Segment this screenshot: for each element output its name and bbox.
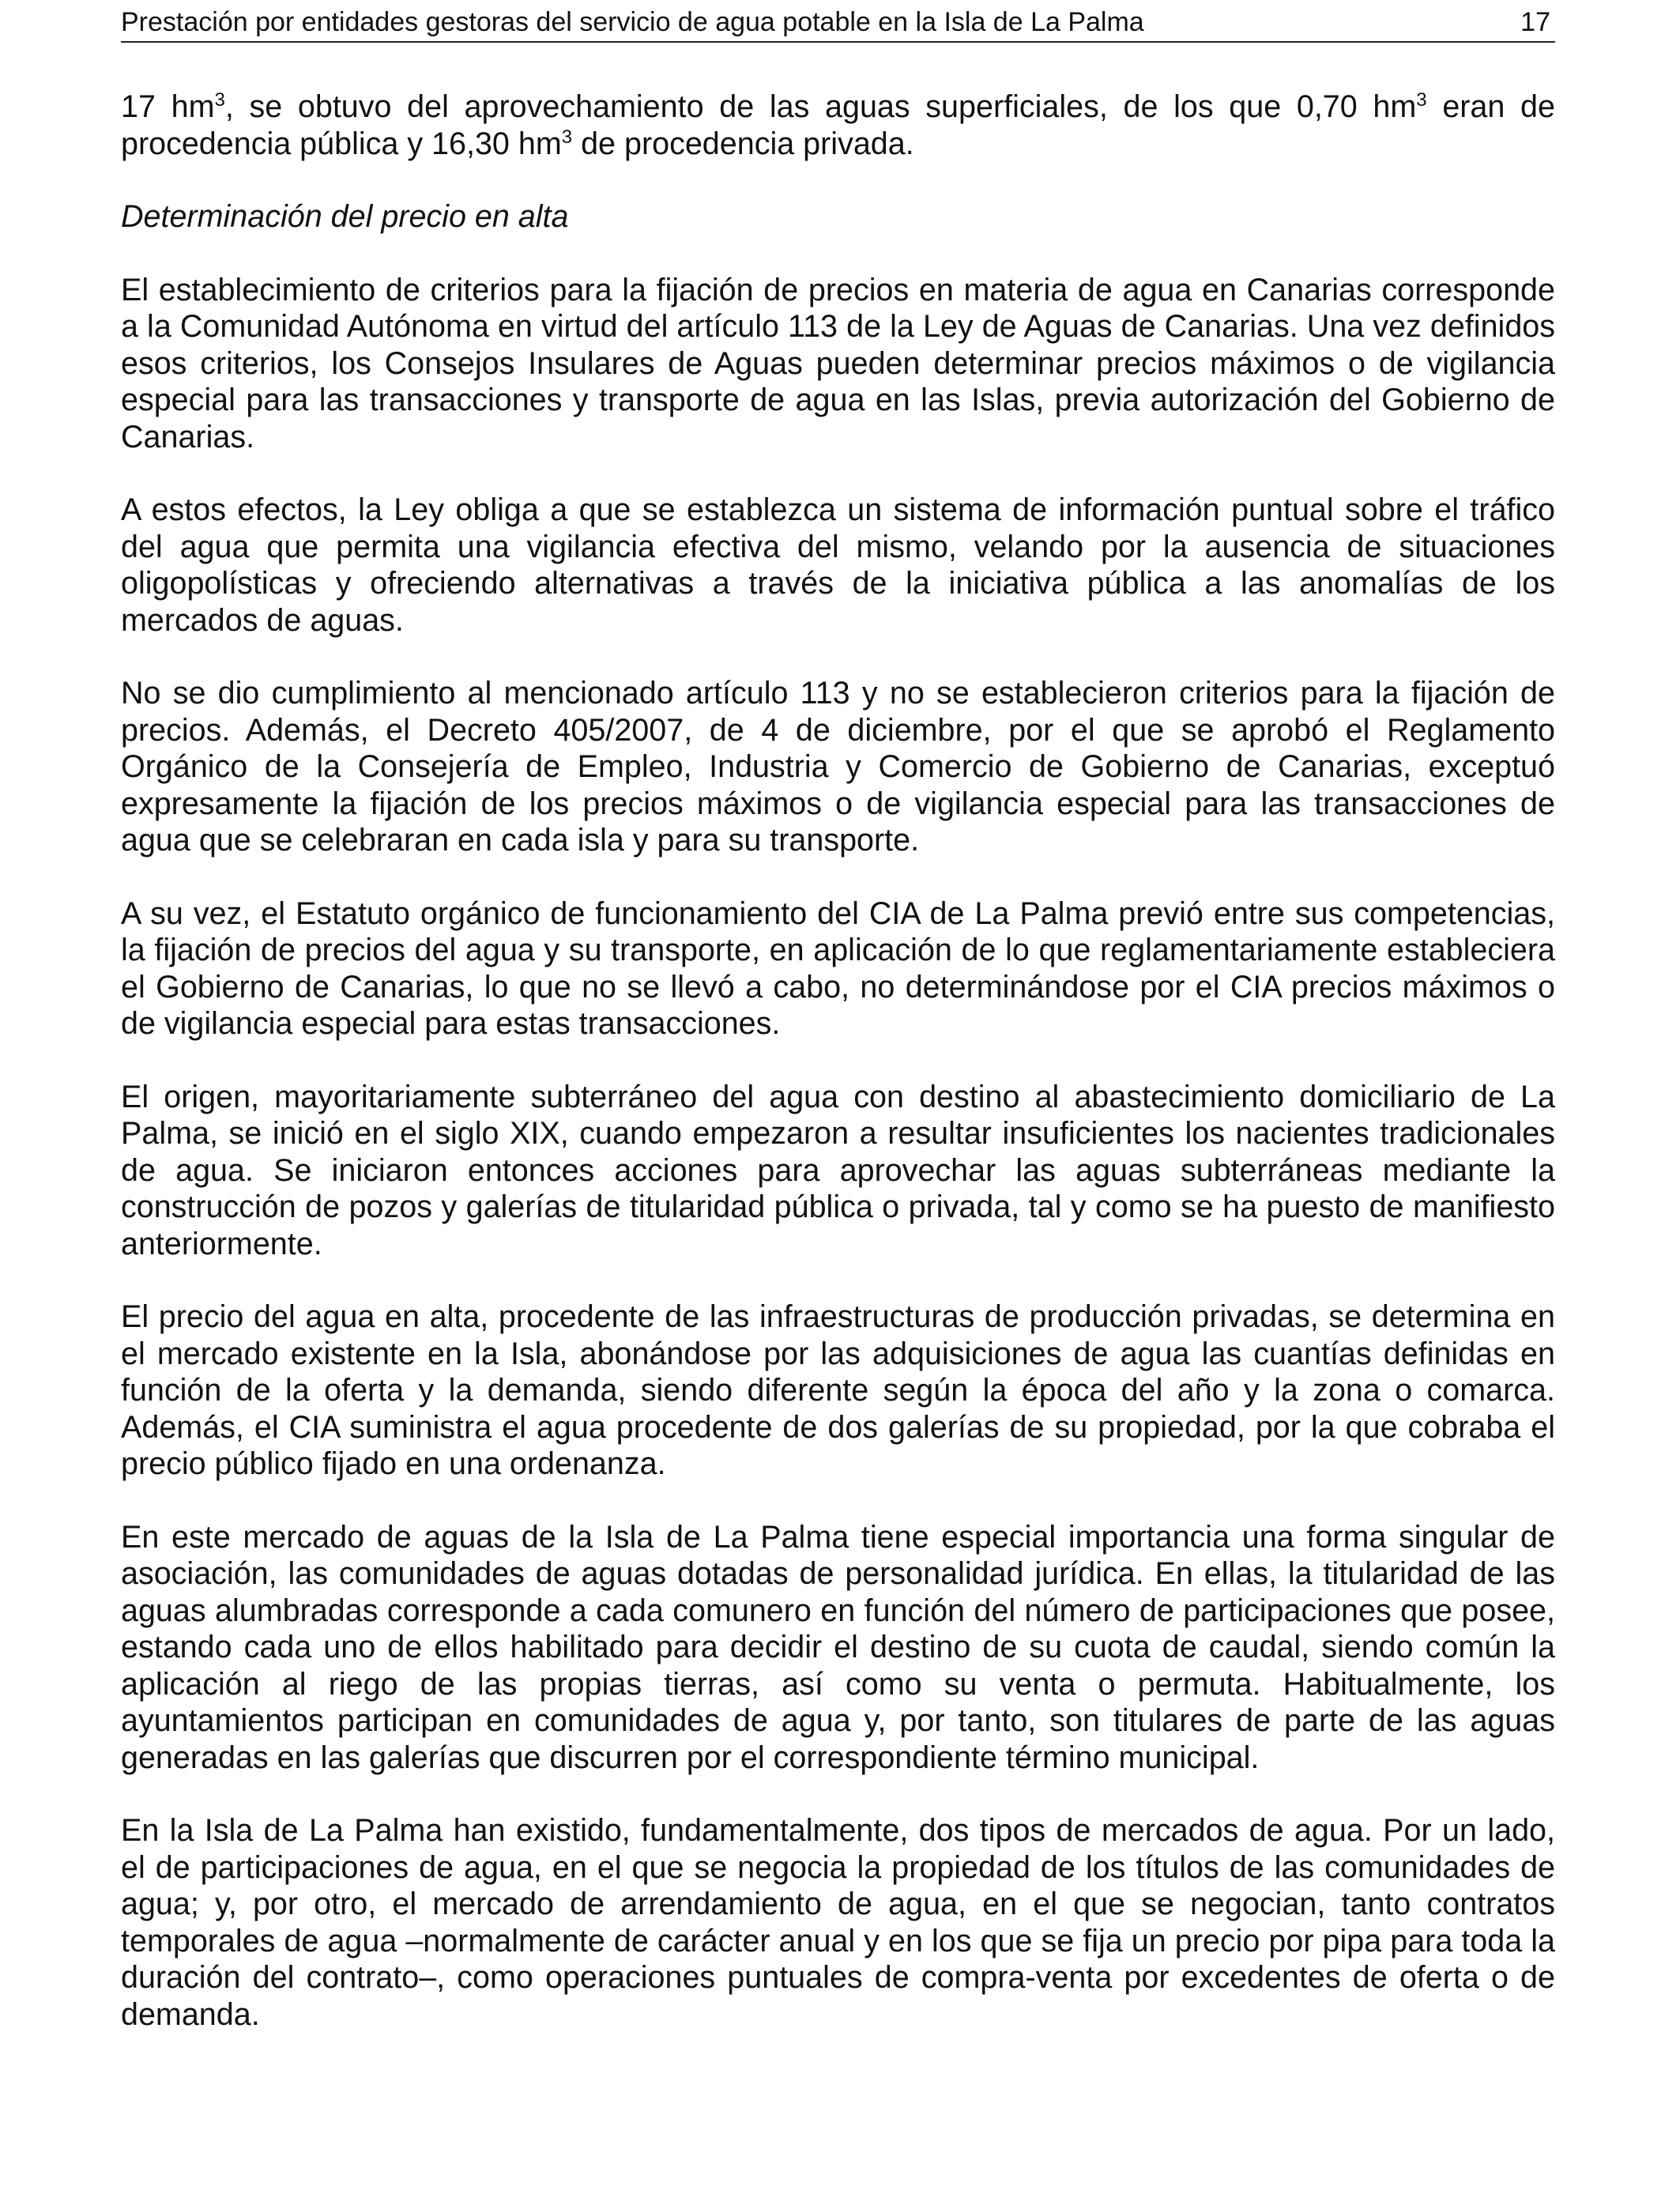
header-title: Prestación por entidades gestoras del servicio de agua potable en la Isla de La Palma [121, 7, 1144, 37]
paragraph-2: El establecimiento de criterios para la fijación de precios en materia de agua en Canarias corresponde a la Comunidad Autónoma en virtud del artículo 113 de la Ley de Aguas de Canarias. Una vez definidos esos criterios, los Consejos Insulares de Aguas pueden determinar precios máximos o de vigilancia especial para las transacciones y transporte de agua en las Islas, previa autorización del Gobierno de Canarias. [121, 272, 1555, 454]
running-header [121, 3, 1555, 43]
superscript-3: 3 [214, 89, 225, 111]
superscript-3: 3 [1416, 89, 1427, 111]
paragraph-6: El origen, mayoritariamente subterráneo del agua con destino al abastecimiento domiciliario de La Palma, se inició en el siglo XIX, cuando empezaron a resultar insuficientes los nacientes tradicionales de agua. Se iniciaron entonces acciones para aprovechar las aguas subterráneas mediante la construcción de pozos y galerías de titularidad pública o privada, tal y como se ha puesto de manifiesto anteriormente. [121, 1079, 1555, 1261]
superscript-3: 3 [561, 126, 573, 148]
paragraph-1 [121, 89, 1555, 162]
paragraph-3: A estos efectos, la Ley obliga a que se establezca un sistema de información puntual sobre el tráfico del agua que permita una vigilancia efectiva del mismo, velando por la ausencia de situaciones oligopolísticas y ofreciendo alternativas a través de la iniciativa pública a las anomalías de los mercados de aguas. [121, 492, 1555, 638]
p1-text-3: eran de procedencia pública y 16,30 hm [121, 89, 1555, 161]
p1-text-4: de procedencia privada. [572, 126, 914, 161]
p1-text-1: 17 hm [121, 89, 215, 124]
paragraph-8: En este mercado de aguas de la Isla de La Palma tiene especial importancia una forma singular de asociación, las comunidades de aguas dotadas de personalidad jurídica. En ellas, la titularidad de las aguas alumbradas corresponde a cada comunero en función del número de participaciones que posee, estando cada uno de ellos habilitado para decidir el destino de su cuota de caudal, siendo común la aplicación al riego de las propias tierras, así como su venta o permuta. Habitualmente, los ayuntamientos participan en comunidades de agua y, por tanto, son titulares de parte de las aguas generadas en las galerías que discurren por el correspondiente término municipal. [121, 1519, 1555, 1775]
paragraph-9: En la Isla de La Palma han existido, fundamentalmente, dos tipos de mercados de agua. Por un lado, el de participaciones de agua, en el que se negocia la propiedad de los títulos de las comunidades de agua; y, por otro, el mercado de arrendamiento de agua, en el que se negocian, tanto contratos temporales de agua –normalmente de carácter anual y en los que se fija un precio por pipa para toda la duración del contrato–, como operaciones puntuales de compra-venta por excedentes de oferta o de demanda. [121, 1813, 1555, 2032]
section-heading: Determinación del precio en alta [121, 199, 569, 234]
p1-text-2: , se obtuvo del aprovechamiento de las aguas superficiales, de los que 0,70 hm [224, 89, 1417, 124]
paragraph-7: El precio del agua en alta, procedente de las infraestructuras de producción privadas, se determina en el mercado existente en la Isla, abonándose por las adquisiciones de agua las cuantías definidas en función de la oferta y la demanda, siendo diferente según la época del año y la zona o comarca. Además, el CIA suministra el agua procedente de dos galerías de su propiedad, por la que cobraba el precio público fijado en una ordenanza. [121, 1299, 1555, 1481]
page-number: 17 [1520, 7, 1550, 37]
paragraph-4: No se dio cumplimiento al mencionado artículo 113 y no se establecieron criterios para la fijación de precios. Además, el Decreto 405/2007, de 4 de diciembre, por el que se aprobó el Reglamento Orgánico de la Consejería de Empleo, Industria y Comercio de Gobierno de Canarias, exceptuó expresamente la fijación de los precios máximos o de vigilancia especial para las transacciones de agua que se celebraran en cada isla y para su transporte. [121, 676, 1555, 858]
paragraph-5: A su vez, el Estatuto orgánico de funcionamiento del CIA de La Palma previó entre sus competencias, la fijación de precios del agua y su transporte, en aplicación de lo que reglamentariamente estableciera el Gobierno de Canarias, lo que no se llevó a cabo, no determinándose por el CIA precios máximos o de vigilancia especial para estas transacciones. [121, 895, 1555, 1041]
body-text [121, 89, 1555, 2069]
